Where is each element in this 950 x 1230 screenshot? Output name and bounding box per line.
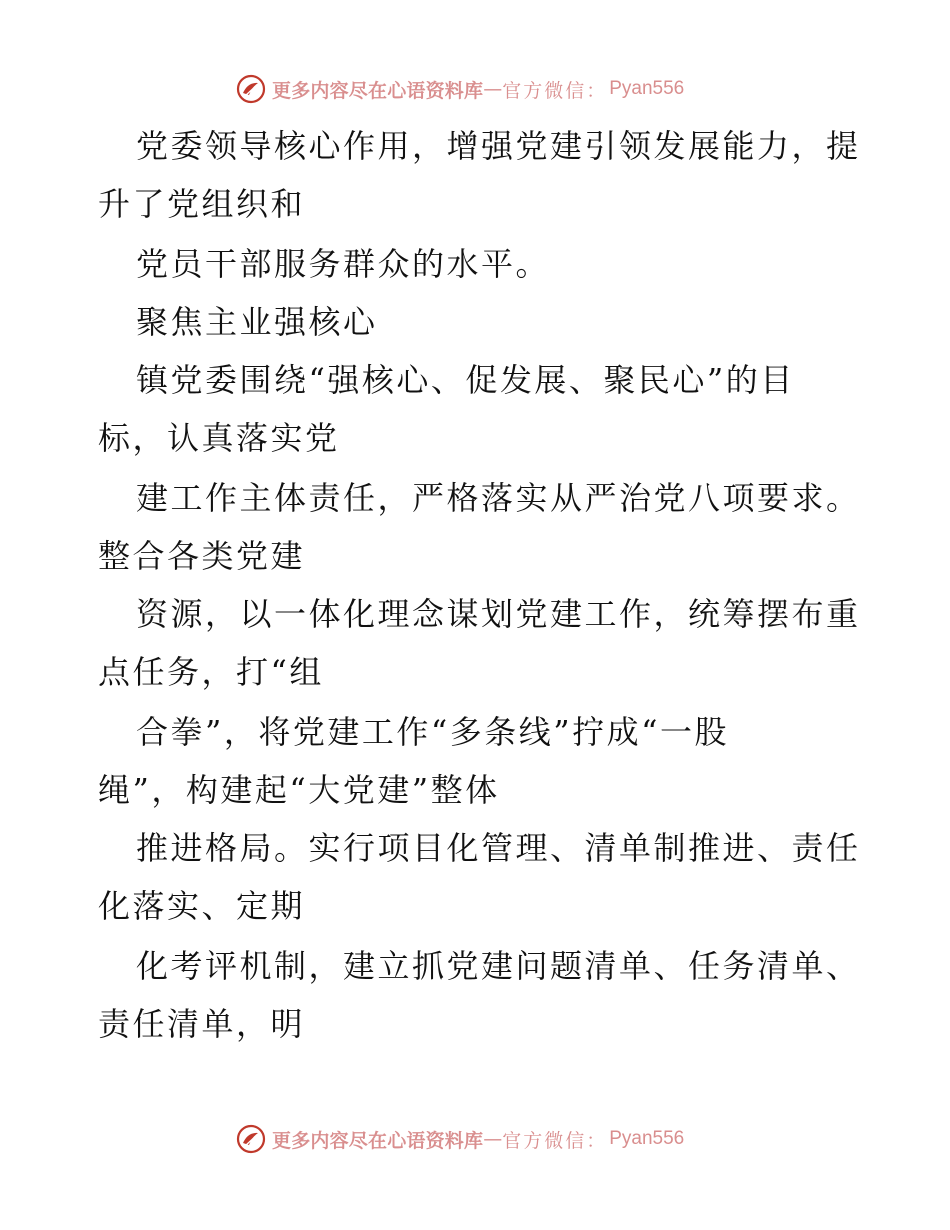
watermark-dash: —	[483, 1128, 503, 1150]
text-line: 推进格局。实行项目化管理、清单制推进、责任	[136, 829, 861, 867]
text-line: 镇党委围绕“强核心、促发展、聚民心”的目	[136, 361, 795, 399]
watermark-wechat-label: 官方微信：	[502, 1129, 608, 1152]
header-watermark	[236, 72, 684, 106]
text-line: 升了党组织和	[98, 185, 306, 223]
text-line: 绳”，构建起“大党建”整体	[98, 771, 500, 809]
text-line: 党员干部服务群众的水平。	[136, 245, 551, 283]
text-line: 化落实、定期	[98, 887, 306, 925]
watermark-wechat-id: Pyan556	[609, 1128, 685, 1149]
text-line: 整合各类党建	[98, 537, 306, 575]
logo-icon	[236, 74, 266, 104]
footer-watermark	[236, 1122, 684, 1156]
watermark-text: 更多内容尽在心语资料库	[272, 79, 484, 102]
text-line: 点任务，打“组	[98, 653, 324, 691]
watermark-text: 更多内容尽在心语资料库	[272, 1129, 484, 1152]
logo-icon	[236, 1124, 266, 1154]
text-line: 党委领导核心作用，增强党建引领发展能力，提	[136, 127, 861, 165]
watermark-wechat-id: Pyan556	[609, 78, 685, 99]
text-line: 化考评机制，建立抓党建问题清单、任务清单、	[136, 947, 861, 985]
text-line: 责任清单，明	[98, 1005, 306, 1043]
watermark-wechat-label: 官方微信：	[502, 79, 608, 102]
text-line: 标，认真落实党	[98, 419, 340, 457]
watermark-dash: —	[483, 78, 503, 100]
text-line: 合拳”，将党建工作“多条线”拧成“一股	[136, 713, 729, 751]
section-heading: 聚焦主业强核心	[136, 303, 378, 341]
text-line: 建工作主体责任，严格落实从严治党八项要求。	[136, 479, 861, 517]
text-line: 资源，以一体化理念谋划党建工作，统筹摆布重	[136, 595, 861, 633]
